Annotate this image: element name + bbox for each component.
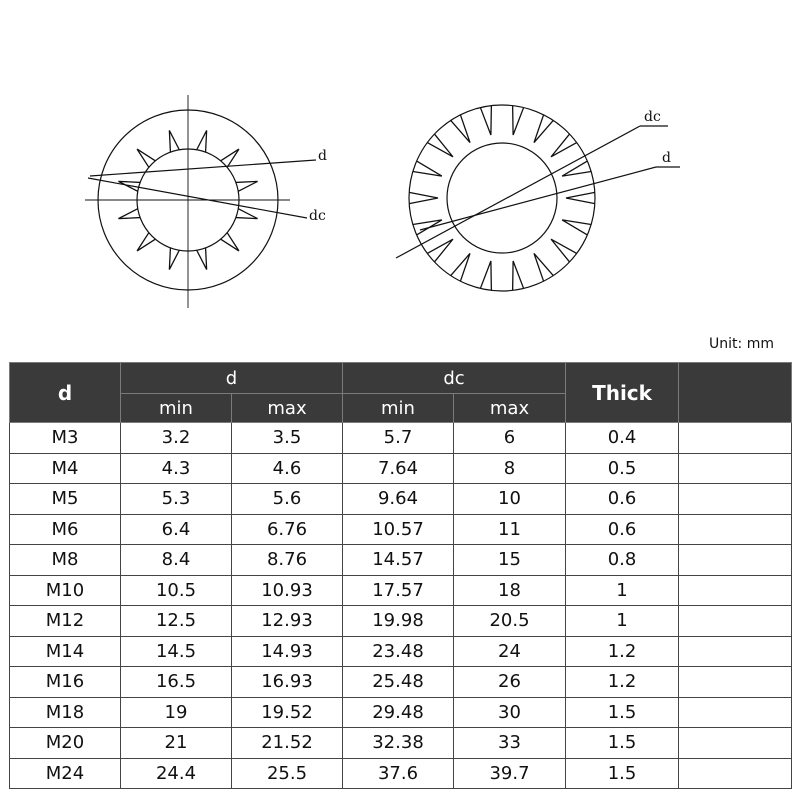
cell-empty: [679, 423, 792, 454]
cell-d-max: 4.6: [232, 453, 343, 484]
cell-d-min: 5.3: [121, 484, 232, 515]
header-d-min: min: [121, 394, 232, 423]
cell-d-min: 8.4: [121, 545, 232, 576]
cell-size: M4: [10, 453, 121, 484]
cell-thick: 1.2: [566, 667, 679, 698]
tooth: [513, 106, 524, 135]
cell-size: M5: [10, 484, 121, 515]
cell-d-max: 10.93: [232, 575, 343, 606]
tooth: [562, 220, 591, 235]
cell-dc-max: 8: [454, 453, 566, 484]
header-d-max: max: [232, 394, 343, 423]
label-dc: dc: [644, 109, 661, 125]
tooth: [221, 149, 239, 167]
cell-thick: 1: [566, 606, 679, 637]
tooth: [137, 149, 155, 167]
cell-thick: 1.5: [566, 728, 679, 759]
cell-size: M18: [10, 697, 121, 728]
cell-empty: [679, 728, 792, 759]
cell-d-max: 21.52: [232, 728, 343, 759]
spec-table: [9, 362, 792, 789]
cell-empty: [679, 514, 792, 545]
cell-dc-max: 39.7: [454, 758, 566, 789]
cell-thick: 1.5: [566, 758, 679, 789]
table-row: [10, 545, 792, 576]
cell-d-max: 25.5: [232, 758, 343, 789]
table-row: [10, 514, 792, 545]
cell-size: M24: [10, 758, 121, 789]
cell-size: M12: [10, 606, 121, 637]
cell-dc-min: 5.7: [343, 423, 454, 454]
cell-dc-max: 33: [454, 728, 566, 759]
tooth: [513, 261, 524, 290]
washer-drawings: [0, 0, 800, 330]
cell-empty: [679, 545, 792, 576]
table-row: [10, 453, 792, 484]
tooth: [197, 130, 207, 152]
cell-thick: 1: [566, 575, 679, 606]
label-d: d: [662, 150, 671, 166]
cell-dc-min: 9.64: [343, 484, 454, 515]
leader-line-d: [420, 167, 656, 230]
spec-table-body: [10, 423, 792, 789]
cell-thick: 0.6: [566, 484, 679, 515]
cell-dc-max: 15: [454, 545, 566, 576]
cell-empty: [679, 606, 792, 637]
cell-empty: [679, 453, 792, 484]
table-row: [10, 423, 792, 454]
header-dc-max: max: [454, 394, 566, 423]
header-empty: [679, 363, 792, 423]
cell-dc-max: 18: [454, 575, 566, 606]
cell-dc-max: 30: [454, 697, 566, 728]
cell-d-max: 3.5: [232, 423, 343, 454]
cell-dc-min: 29.48: [343, 697, 454, 728]
cell-thick: 0.6: [566, 514, 679, 545]
tooth: [118, 209, 140, 219]
label-d: d: [318, 148, 327, 164]
cell-d-min: 19: [121, 697, 232, 728]
leader-line-dc: [88, 178, 307, 218]
external-tooth-washer-drawing: [396, 105, 680, 291]
header-dc-group: dc: [343, 363, 566, 394]
tooth: [562, 161, 591, 176]
cell-dc-max: 6: [454, 423, 566, 454]
tooth: [480, 106, 491, 135]
header-dc-min: min: [343, 394, 454, 423]
table-row: [10, 667, 792, 698]
cell-empty: [679, 697, 792, 728]
cell-size: M8: [10, 545, 121, 576]
table-row: [10, 697, 792, 728]
cell-dc-min: 32.38: [343, 728, 454, 759]
cell-thick: 1.5: [566, 697, 679, 728]
header-size: d: [10, 363, 121, 423]
table-row: [10, 484, 792, 515]
label-dc: dc: [309, 208, 326, 224]
cell-size: M3: [10, 423, 121, 454]
internal-tooth-washer-drawing: [85, 95, 327, 308]
cell-dc-min: 10.57: [343, 514, 454, 545]
cell-dc-min: 37.6: [343, 758, 454, 789]
cell-d-min: 24.4: [121, 758, 232, 789]
cell-size: M10: [10, 575, 121, 606]
cell-d-max: 8.76: [232, 545, 343, 576]
cell-size: M20: [10, 728, 121, 759]
cell-dc-min: 14.57: [343, 545, 454, 576]
cell-d-min: 14.5: [121, 636, 232, 667]
table-row: [10, 575, 792, 606]
cell-d-max: 16.93: [232, 667, 343, 698]
leader-line-d: [90, 160, 316, 176]
cell-d-min: 10.5: [121, 575, 232, 606]
tooth: [413, 161, 442, 176]
cell-d-min: 21: [121, 728, 232, 759]
tooth: [221, 233, 239, 251]
cell-d-min: 6.4: [121, 514, 232, 545]
cell-dc-min: 17.57: [343, 575, 454, 606]
tooth: [169, 248, 179, 270]
table-row: [10, 758, 792, 789]
cell-size: M14: [10, 636, 121, 667]
cell-thick: 0.8: [566, 545, 679, 576]
cell-d-min: 4.3: [121, 453, 232, 484]
table-row: [10, 606, 792, 637]
cell-thick: 0.4: [566, 423, 679, 454]
tooth: [566, 192, 595, 203]
cell-dc-max: 20.5: [454, 606, 566, 637]
cell-dc-max: 26: [454, 667, 566, 698]
cell-dc-max: 11: [454, 514, 566, 545]
cell-thick: 1.2: [566, 636, 679, 667]
cell-d-max: 12.93: [232, 606, 343, 637]
tooth: [409, 192, 438, 203]
header-d-group: d: [121, 363, 343, 394]
tooth: [197, 248, 207, 270]
cell-empty: [679, 758, 792, 789]
cell-dc-min: 23.48: [343, 636, 454, 667]
cell-empty: [679, 575, 792, 606]
header-thick: Thick: [566, 363, 679, 423]
cell-empty: [679, 636, 792, 667]
cell-dc-max: 24: [454, 636, 566, 667]
tooth: [169, 130, 179, 152]
cell-dc-min: 25.48: [343, 667, 454, 698]
cell-size: M16: [10, 667, 121, 698]
table-row: [10, 728, 792, 759]
cell-empty: [679, 484, 792, 515]
cell-empty: [679, 667, 792, 698]
cell-d-min: 3.2: [121, 423, 232, 454]
cell-size: M6: [10, 514, 121, 545]
cell-d-min: 12.5: [121, 606, 232, 637]
external-teeth: [409, 106, 595, 291]
cell-dc-min: 19.98: [343, 606, 454, 637]
tooth: [137, 233, 155, 251]
cell-d-max: 6.76: [232, 514, 343, 545]
cell-dc-min: 7.64: [343, 453, 454, 484]
cell-d-max: 14.93: [232, 636, 343, 667]
tooth: [236, 181, 258, 191]
cell-thick: 0.5: [566, 453, 679, 484]
tooth: [236, 209, 258, 219]
cell-d-max: 5.6: [232, 484, 343, 515]
tooth: [480, 261, 491, 290]
unit-label: Unit: mm: [709, 336, 774, 352]
cell-dc-max: 10: [454, 484, 566, 515]
cell-d-max: 19.52: [232, 697, 343, 728]
table-row: [10, 636, 792, 667]
cell-d-min: 16.5: [121, 667, 232, 698]
